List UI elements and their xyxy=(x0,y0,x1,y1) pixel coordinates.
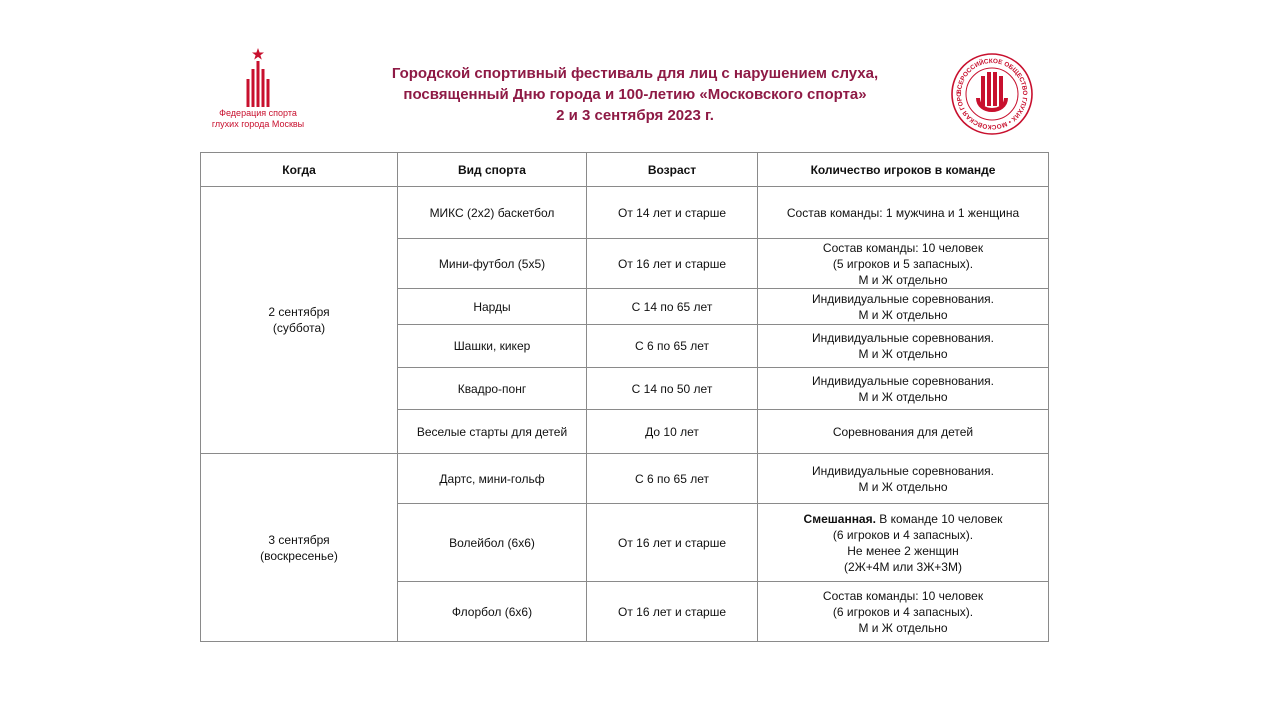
age-cell: От 16 лет и старше xyxy=(587,239,758,289)
players-cell: Состав команды: 10 человек (6 игроков и 4 запасных). М и Ж отдельно xyxy=(758,582,1049,642)
players-cell: Индивидуальные соревнования. М и Ж отдельно xyxy=(758,289,1049,325)
age-cell: С 14 по 50 лет xyxy=(587,368,758,410)
header-age: Возраст xyxy=(587,153,758,187)
age-cell: От 14 лет и старше xyxy=(587,187,758,239)
header-when: Когда xyxy=(201,153,398,187)
players-cell: Индивидуальные соревнования. М и Ж отдельно xyxy=(758,325,1049,368)
title-line-2: посвященный Дню города и 100-летию «Московского спорта» xyxy=(403,86,867,103)
table-row xyxy=(201,454,1049,504)
day-cell-sept-3: 3 сентября (воскресенье) xyxy=(201,454,398,642)
players-cell: Соревнования для детей xyxy=(758,410,1049,454)
title-line-3: 2 и 3 сентября 2023 г. xyxy=(556,107,714,124)
age-cell: До 10 лет xyxy=(587,410,758,454)
players-cell: Индивидуальные соревнования. М и Ж отдельно xyxy=(758,454,1049,504)
deaf-society-emblem-icon xyxy=(950,52,1034,136)
sport-cell: Квадро-понг xyxy=(398,368,587,410)
schedule-table xyxy=(200,152,1049,642)
sport-cell: Флорбол (6х6) xyxy=(398,582,587,642)
age-cell: От 16 лет и старше xyxy=(587,582,758,642)
kremlin-tower-icon xyxy=(238,46,278,108)
age-cell: От 16 лет и старше xyxy=(587,504,758,582)
deaf-society-logo xyxy=(950,52,1034,136)
page-title xyxy=(330,63,940,126)
age-cell: С 14 по 65 лет xyxy=(587,289,758,325)
sport-cell: Мини-футбол (5х5) xyxy=(398,239,587,289)
sport-cell: Шашки, кикер xyxy=(398,325,587,368)
players-cell: Состав команды: 10 человек (5 игроков и 5 запасных). М и Ж отдельно xyxy=(758,239,1049,289)
header-sport: Вид спорта xyxy=(398,153,587,187)
federation-logo-text: Федерация спорта глухих города Москвы xyxy=(211,108,305,129)
sport-cell: Нарды xyxy=(398,289,587,325)
players-cell: Состав команды: 1 мужчина и 1 женщина xyxy=(758,187,1049,239)
sport-cell: МИКС (2х2) баскетбол xyxy=(398,187,587,239)
day-cell-sept-2: 2 сентября (суббота) xyxy=(201,187,398,454)
logo-ring-text: ВСЕРОССИЙСКОЕ ОБЩЕСТВО ГЛУХИХ • МОСКОВСКАЯ ГОРО xyxy=(955,57,1029,131)
sport-cell: Дартс, мини-гольф xyxy=(398,454,587,504)
table-row xyxy=(201,187,1049,239)
players-cell: Смешанная. В команде 10 человек (6 игроков и 4 запасных). Не менее 2 женщин (2Ж+4М или 3Ж+3М) xyxy=(758,504,1049,582)
header-players: Количество игроков в команде xyxy=(758,153,1049,187)
sport-cell: Веселые старты для детей xyxy=(398,410,587,454)
sport-cell: Волейбол (6х6) xyxy=(398,504,587,582)
federation-logo xyxy=(208,46,308,136)
table-header-row xyxy=(201,153,1049,187)
title-line-1: Городской спортивный фестиваль для лиц с нарушением слуха, xyxy=(391,65,879,82)
age-cell: С 6 по 65 лет xyxy=(587,454,758,504)
age-cell: С 6 по 65 лет xyxy=(587,325,758,368)
players-cell: Индивидуальные соревнования. М и Ж отдельно xyxy=(758,368,1049,410)
